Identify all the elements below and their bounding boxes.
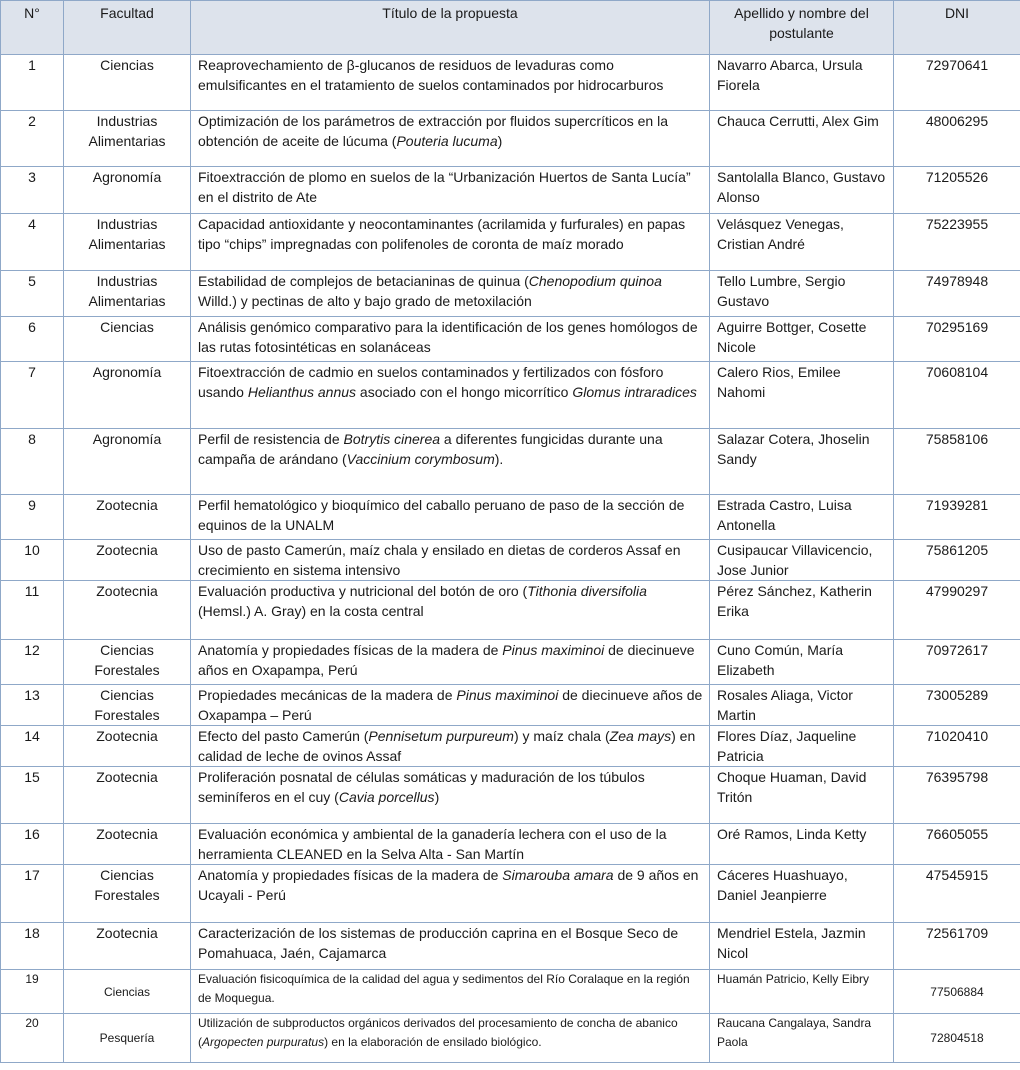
row-facultad: Pesquería <box>64 1014 191 1063</box>
row-titulo <box>191 362 710 429</box>
row-facultad: Zootecnia <box>64 726 191 767</box>
scientific-name: Botrytis cinerea <box>343 431 441 447</box>
table-row <box>1 865 1020 923</box>
scientific-name: Pinus maximinoi <box>502 642 605 658</box>
row-facultad: Ciencias Forestales <box>64 865 191 923</box>
row-nombre: Navarro Abarca, Ursula Fiorela <box>710 55 894 111</box>
row-nombre: Pérez Sánchez, Katherin Erika <box>710 581 894 640</box>
row-dni: 77506884 <box>894 970 1020 1014</box>
title-text: ) <box>434 789 440 805</box>
row-facultad: Zootecnia <box>64 540 191 581</box>
row-dni: 76605055 <box>894 824 1020 865</box>
title-text: Evaluación fisicoquímica de la calidad del agua y sedimentos del Río Coralaque en la región de Moquegua. <box>198 972 690 1005</box>
row-nombre: Salazar Cotera, Jhoselin Sandy <box>710 429 894 495</box>
row-nombre: Huamán Patricio, Kelly Eibry <box>710 970 894 1014</box>
row-dni: 48006295 <box>894 111 1020 167</box>
title-text: Proliferación posnatal de células somáticas y maduración de los túbulos seminíferos en el cuy ( <box>198 769 645 805</box>
table-row <box>1 429 1020 495</box>
title-text: Perfil de resistencia de <box>198 431 344 447</box>
title-text: de 9 años en Ucayali - Perú <box>198 867 699 903</box>
row-dni: 74978948 <box>894 271 1020 317</box>
row-titulo <box>191 317 710 362</box>
row-titulo <box>191 1014 710 1063</box>
row-facultad: Agronomía <box>64 362 191 429</box>
row-facultad: Agronomía <box>64 167 191 214</box>
row-nombre: Rosales Aliaga, Victor Martin <box>710 685 894 726</box>
scientific-name: Helianthus annus <box>247 384 357 400</box>
row-facultad: Zootecnia <box>64 923 191 970</box>
row-dni: 76395798 <box>894 767 1020 824</box>
row-nombre: Estrada Castro, Luisa Antonella <box>710 495 894 540</box>
scientific-name: Pinus maximinoi <box>456 687 559 703</box>
title-text: Evaluación económica y ambiental de la ganadería lechera con el uso de la herramienta CLEANED en la Selva Alta - San Martín <box>198 826 667 862</box>
title-text: a diferentes fungicidas durante una campaña de arándano ( <box>198 431 663 467</box>
row-number: 5 <box>1 271 64 317</box>
row-titulo <box>191 429 710 495</box>
row-dni: 70608104 <box>894 362 1020 429</box>
row-number: 7 <box>1 362 64 429</box>
row-dni: 75858106 <box>894 429 1020 495</box>
row-nombre: Oré Ramos, Linda Ketty <box>710 824 894 865</box>
header-facultad: Facultad <box>64 1 191 55</box>
table-row <box>1 685 1020 726</box>
row-nombre: Chauca Cerrutti, Alex Gim <box>710 111 894 167</box>
table-row <box>1 923 1020 970</box>
row-titulo <box>191 685 710 726</box>
table-row <box>1 726 1020 767</box>
row-nombre: Cáceres Huashuayo, Daniel Jeanpierre <box>710 865 894 923</box>
row-titulo <box>191 767 710 824</box>
title-text: Anatomía y propiedades físicas de la madera de <box>198 867 503 883</box>
scientific-name: Cavia porcellus <box>338 789 435 805</box>
title-text: Optimización de los parámetros de extracción por fluidos supercríticos en la obtención de aceite de lúcuma ( <box>198 113 668 149</box>
table-body <box>1 55 1020 1063</box>
title-text: asociado con el hongo micorrítico <box>356 384 573 400</box>
row-titulo <box>191 970 710 1014</box>
row-facultad: Industrias Alimentarias <box>64 111 191 167</box>
row-number: 3 <box>1 167 64 214</box>
title-text: Fitoextracción de plomo en suelos de la “Urbanización Huertos de Santa Lucía” en el distrito de Ate <box>198 169 691 205</box>
row-nombre: Calero Rios, Emilee Nahomi <box>710 362 894 429</box>
row-number: 11 <box>1 581 64 640</box>
row-titulo <box>191 111 710 167</box>
row-facultad: Zootecnia <box>64 495 191 540</box>
row-dni: 75861205 <box>894 540 1020 581</box>
scientific-name: Vaccinium corymbosum <box>346 451 495 467</box>
row-titulo <box>191 495 710 540</box>
row-dni: 70295169 <box>894 317 1020 362</box>
table-row <box>1 55 1020 111</box>
row-titulo <box>191 865 710 923</box>
title-text: Evaluación productiva y nutricional del botón de oro ( <box>198 583 528 599</box>
table-row <box>1 214 1020 271</box>
row-dni: 47990297 <box>894 581 1020 640</box>
row-nombre: Santolalla Blanco, Gustavo Alonso <box>710 167 894 214</box>
row-titulo <box>191 167 710 214</box>
row-facultad: Industrias Alimentarias <box>64 271 191 317</box>
header-titulo: Título de la propuesta <box>191 1 710 55</box>
scientific-name: Glomus intraradices <box>572 384 697 400</box>
scientific-name: Zea mays <box>609 728 672 744</box>
row-number: 6 <box>1 317 64 362</box>
row-titulo <box>191 214 710 271</box>
scientific-name: Simarouba amara <box>502 867 614 883</box>
row-nombre: Mendriel Estela, Jazmin Nicol <box>710 923 894 970</box>
row-dni: 72804518 <box>894 1014 1020 1063</box>
title-text: (Hemsl.) A. Gray) en la costa central <box>198 603 424 619</box>
row-number: 18 <box>1 923 64 970</box>
row-number: 13 <box>1 685 64 726</box>
title-text: Utilización de subproductos orgánicos derivados del procesamiento de concha de abanico ( <box>198 1016 678 1049</box>
row-nombre: Flores Díaz, Jaqueline Patricia <box>710 726 894 767</box>
header-num: N° <box>1 1 64 55</box>
row-titulo <box>191 640 710 685</box>
row-dni: 71939281 <box>894 495 1020 540</box>
row-titulo <box>191 271 710 317</box>
table-row <box>1 767 1020 824</box>
table-row <box>1 111 1020 167</box>
row-facultad: Ciencias <box>64 317 191 362</box>
row-facultad: Agronomía <box>64 429 191 495</box>
row-dni: 71205526 <box>894 167 1020 214</box>
title-text: Willd.) y pectinas de alto y bajo grado de metoxilación <box>198 293 532 309</box>
title-text: ) <box>497 133 503 149</box>
row-facultad: Ciencias <box>64 55 191 111</box>
title-text: ) en calidad de leche de ovinos Assaf <box>198 728 696 764</box>
row-number: 12 <box>1 640 64 685</box>
header-dni: DNI <box>894 1 1020 55</box>
row-facultad: Zootecnia <box>64 767 191 824</box>
title-text: Propiedades mecánicas de la madera de <box>198 687 457 703</box>
row-dni: 72561709 <box>894 923 1020 970</box>
scientific-name: Pouteria lucuma <box>396 133 498 149</box>
row-facultad: Industrias Alimentarias <box>64 214 191 271</box>
row-number: 4 <box>1 214 64 271</box>
row-dni: 75223955 <box>894 214 1020 271</box>
table-row <box>1 640 1020 685</box>
table-row <box>1 581 1020 640</box>
scientific-name: Argopecten purpuratus <box>202 1035 325 1049</box>
row-titulo <box>191 923 710 970</box>
row-dni: 70972617 <box>894 640 1020 685</box>
row-number: 16 <box>1 824 64 865</box>
title-text: Capacidad antioxidante y neocontaminantes (acrilamida y furfurales) en papas tipo “chips” impregnadas con polifenoles de coronta de maíz morado <box>198 216 686 252</box>
title-text: ). <box>494 451 504 467</box>
title-text: de diecinueve años en Oxapampa, Perú <box>198 642 695 678</box>
title-text: Fitoextracción de cadmio en suelos contaminados y fertilizados con fósforo usando <box>198 364 664 400</box>
row-nombre: Aguirre Bottger, Cosette Nicole <box>710 317 894 362</box>
title-text: Perfil hematológico y bioquímico del caballo peruano de paso de la sección de equinos de la UNALM <box>198 497 685 533</box>
title-text: Reaprovechamiento de β-glucanos de residuos de levaduras como emulsificantes en el tratamiento de suelos contaminados por hidrocarburos <box>198 57 664 93</box>
table-row <box>1 167 1020 214</box>
row-nombre: Raucana Cangalaya, Sandra Paola <box>710 1014 894 1063</box>
row-titulo <box>191 55 710 111</box>
title-text: Caracterización de los sistemas de producción caprina en el Bosque Seco de Pomahuaca, Jaén, Cajamarca <box>198 925 679 961</box>
row-dni: 71020410 <box>894 726 1020 767</box>
row-nombre: Velásquez Venegas, Cristian André <box>710 214 894 271</box>
scientific-name: Pennisetum purpureum <box>368 728 514 744</box>
row-titulo <box>191 726 710 767</box>
scientific-name: Chenopodium quinoa <box>528 273 662 289</box>
table-row <box>1 824 1020 865</box>
row-facultad: Zootecnia <box>64 824 191 865</box>
title-text: Efecto del pasto Camerún ( <box>198 728 369 744</box>
table-row <box>1 495 1020 540</box>
row-dni: 47545915 <box>894 865 1020 923</box>
row-number: 9 <box>1 495 64 540</box>
scientific-name: Tithonia diversifolia <box>527 583 647 599</box>
title-text: ) en la elaboración de ensilado biológico. <box>324 1035 542 1049</box>
row-facultad: Ciencias Forestales <box>64 640 191 685</box>
row-nombre: Cusipaucar Villavicencio, Jose Junior <box>710 540 894 581</box>
row-number: 19 <box>1 970 64 1014</box>
title-text: Estabilidad de complejos de betacianinas de quinua ( <box>198 273 529 289</box>
row-nombre: Choque Huaman, David Tritón <box>710 767 894 824</box>
table-row <box>1 970 1020 1014</box>
row-dni: 73005289 <box>894 685 1020 726</box>
row-number: 10 <box>1 540 64 581</box>
table-header-row <box>1 1 1020 55</box>
row-number: 1 <box>1 55 64 111</box>
row-dni: 72970641 <box>894 55 1020 111</box>
row-number: 14 <box>1 726 64 767</box>
row-titulo <box>191 581 710 640</box>
table-row <box>1 1014 1020 1063</box>
title-text: Anatomía y propiedades físicas de la madera de <box>198 642 503 658</box>
row-number: 17 <box>1 865 64 923</box>
row-number: 15 <box>1 767 64 824</box>
title-text: Análisis genómico comparativo para la identificación de los genes homólogos de las rutas fotosintéticas en solanáceas <box>198 319 698 355</box>
row-facultad: Zootecnia <box>64 581 191 640</box>
table-row <box>1 271 1020 317</box>
row-facultad: Ciencias <box>64 970 191 1014</box>
table-row <box>1 317 1020 362</box>
title-text: de diecinueve años de Oxapampa – Perú <box>198 687 703 723</box>
table-row <box>1 362 1020 429</box>
row-number: 20 <box>1 1014 64 1063</box>
title-text: Uso de pasto Camerún, maíz chala y ensilado en dietas de corderos Assaf en crecimiento en sistema intensivo <box>198 542 681 578</box>
header-nombre: Apellido y nombre del postulante <box>710 1 894 55</box>
row-nombre: Cuno Común, María Elizabeth <box>710 640 894 685</box>
row-titulo <box>191 540 710 581</box>
row-titulo <box>191 824 710 865</box>
table-row <box>1 540 1020 581</box>
row-nombre: Tello Lumbre, Sergio Gustavo <box>710 271 894 317</box>
row-facultad: Ciencias Forestales <box>64 685 191 726</box>
title-text: ) y maíz chala ( <box>513 728 610 744</box>
row-number: 2 <box>1 111 64 167</box>
row-number: 8 <box>1 429 64 495</box>
